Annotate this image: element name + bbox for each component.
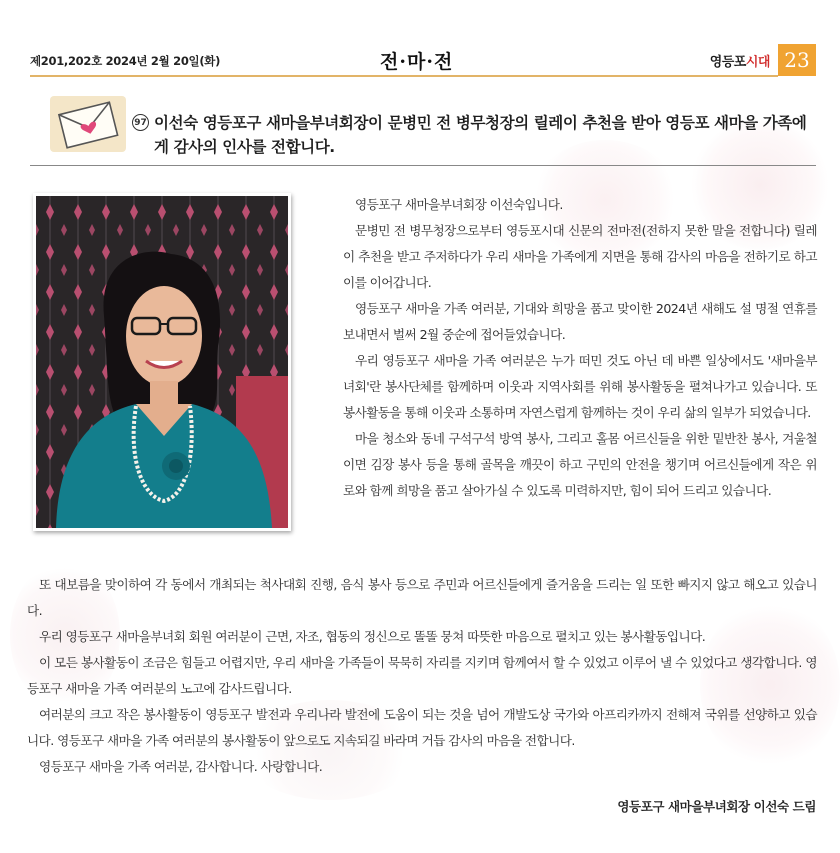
- author-signature: 영등포구 새마을부녀회장 이선숙 드림: [617, 799, 816, 814]
- envelope-heart-icon: [50, 96, 126, 152]
- paragraph: 우리 영등포구 새마을부녀회 회원 여러분이 근면, 자조, 협동의 정신으로 똘똘 뭉쳐 따뜻한 마음으로 펼치고 있는 봉사활동입니다.: [39, 629, 706, 644]
- newspaper-logo: [710, 51, 770, 70]
- paragraph: 문병민 전 병무청장으로부터 영등포시대 신문의 전마전(전하지 못한 말을 전합니다) 릴레이 추천을 받고 주저하다가 우리 새마을 가족에게 지면을 통해 감사의 마음을 전하기로 하고 이를 이어갑니다.: [343, 223, 817, 290]
- paragraph: 또 대보름을 맞이하여 각 동에서 개최되는 척사대회 진행, 음식 봉사 등으로 주민과 어르신들에게 즐거움을 드리는 일 또한 빠지지 않고 해오고 있습니다.: [27, 577, 817, 618]
- issue-date: 제201,202호 2024년 2월 20일(화): [30, 54, 221, 68]
- article-number-badge: 97: [132, 114, 149, 131]
- logo-accent: 시대: [745, 55, 770, 70]
- paragraph: 영등포구 새마을 가족 여러분, 기대와 희망을 품고 맞이한 2024년 새해도 설 명절 연휴를 보내면서 벌써 2월 중순에 접어들었습니다.: [343, 301, 817, 342]
- paragraph: 영등포구 새마을부녀회장 이선숙입니다.: [355, 197, 563, 212]
- article-body-full-width: [27, 572, 817, 780]
- portrait-photo: [36, 196, 288, 528]
- paragraph: 마을 청소와 동네 구석구석 방역 봉사, 그리고 홀몸 어르신들을 위한 밑반찬 봉사, 겨울철이면 김장 봉사 등을 통해 골목을 깨끗이 하고 구민의 안전을 챙기며 어르신들에게 작은 위로와 함께 희망을 품고 살아가실 수 있도록 미력하지만, 힘이 되어 드리고 있습니다.: [343, 431, 817, 498]
- portrait-photo-frame: [33, 193, 291, 531]
- section-title: 전·마·전: [380, 51, 454, 73]
- paragraph: 여러분의 크고 작은 봉사활동이 영등포구 발전과 우리나라 발전에 도움이 되는 것을 넘어 개발도상 국가와 아프리카까지 전해져 국위를 선양하고 있습니다. 영등포구 새마을 가족 여러분의 봉사활동이 앞으로도 지속되길 바라며 거듭 감사의 마음을 전합니다.: [27, 707, 817, 748]
- article-body-right-column: [343, 192, 817, 504]
- paragraph: 우리 영등포구 새마을 가족 여러분은 누가 떠민 것도 아닌 데 바쁜 일상에서도 '새마을부녀회'란 봉사단체를 함께하며 이웃과 지역사회를 위해 봉사활동을 펼쳐나가고 있습니다. 또 봉사활동을 통해 이웃과 소통하며 자연스럽게 함께하는 것이 우리 삶의 일부가 되었습니다.: [343, 353, 817, 420]
- paragraph: 이 모든 봉사활동이 조금은 힘들고 어렵지만, 우리 새마을 가족들이 묵묵히 자리를 지키며 함께여서 할 수 있었고 이루어 낼 수 있었다고 생각합니다. 영등포구 새마을 가족 여러분의 노고에 감사드립니다.: [27, 655, 817, 696]
- paragraph: 영등포구 새마을 가족 여러분, 감사합니다. 사랑합니다.: [39, 759, 323, 774]
- header-divider: [30, 75, 778, 77]
- page-number: 23: [778, 44, 816, 76]
- article-headline: 이선숙 영등포구 새마을부녀회장이 문병민 전 병무청장의 릴레이 추천을 받아 영등포 새마을 가족에게 감사의 인사를 전합니다.: [154, 114, 807, 156]
- headline-divider: [30, 165, 816, 166]
- page-header: [30, 44, 816, 76]
- logo-main: 영등포: [709, 55, 746, 70]
